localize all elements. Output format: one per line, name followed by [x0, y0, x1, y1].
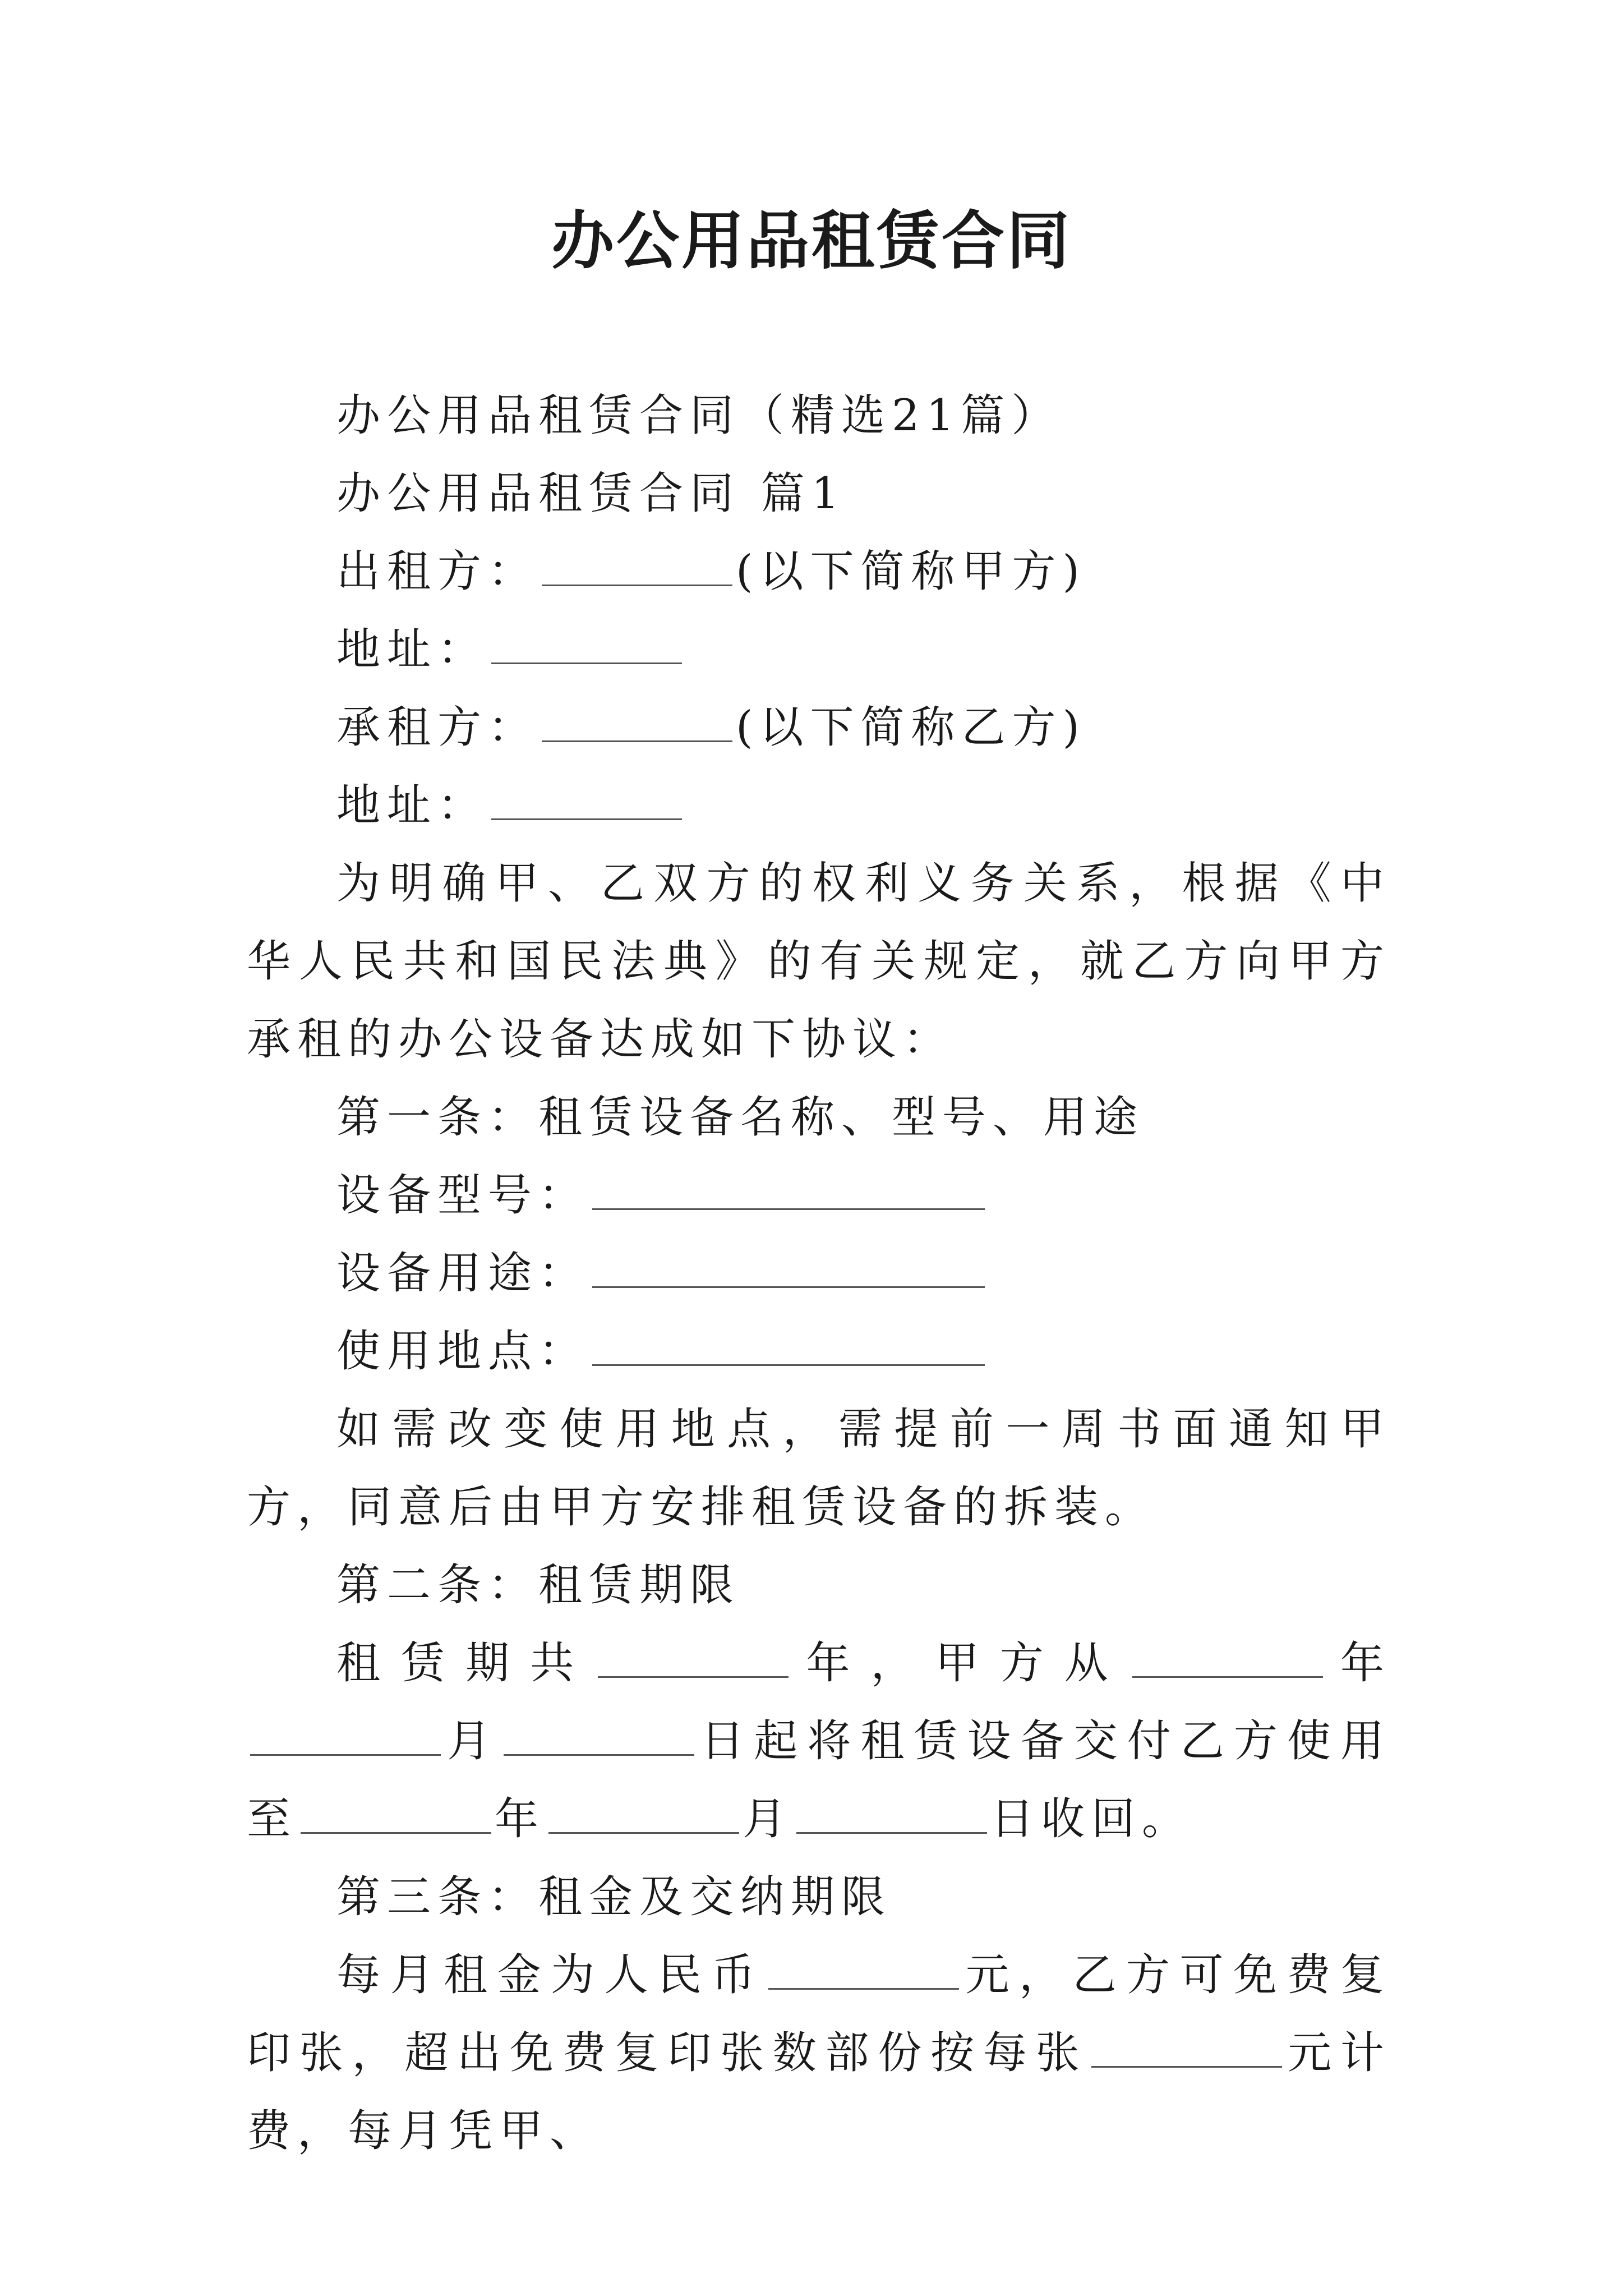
lessor-line: [247, 533, 1391, 611]
model-line: [247, 1157, 1391, 1235]
rent-text-2: 元，乙方可免费复印张，超出免费复印张数部份按每张: [247, 1950, 1391, 2078]
location-change-paragraph: 如需改变使用地点，需提前一周书面通知甲方，同意后由甲方安排租赁设备的拆装。: [247, 1404, 1391, 1533]
usage-label: 设备用途：: [336, 1248, 589, 1299]
period-text-5: 日起将租赁设备交付乙方使用至: [247, 1716, 1391, 1844]
lessee-line: [247, 689, 1391, 767]
period-text-8: 日收回。: [990, 1794, 1193, 1844]
lessor-address-label: 地址：: [336, 624, 488, 675]
lessee-address-blank: [491, 779, 682, 820]
start-month-blank: [250, 1715, 441, 1756]
period-text-6: 年: [495, 1794, 546, 1844]
lessee-address-label: 地址：: [336, 780, 488, 831]
lessee-address-line: [247, 767, 1391, 845]
period-text-1: 租赁期共: [336, 1638, 595, 1688]
article1-heading: 第一条：租赁设备名称、型号、用途: [336, 1092, 1145, 1143]
lessee-label: 承租方：: [336, 702, 539, 753]
usage-blank: [592, 1247, 985, 1288]
end-year-blank: [301, 1793, 491, 1834]
model-blank: [592, 1169, 985, 1210]
period-text-4: 月: [444, 1716, 501, 1766]
lessor-address-line: [247, 611, 1391, 689]
monthly-rent-blank: [768, 1949, 959, 1990]
period-paragraph: [247, 1625, 1391, 1858]
lessor-blank: [542, 545, 732, 586]
rent-text-1: 每月租金为人民币: [336, 1950, 765, 2000]
period-text-2: 年，甲方从: [792, 1638, 1129, 1688]
rent-paragraph: [247, 1936, 1391, 2170]
location-blank: [592, 1325, 985, 1366]
document-body: [247, 377, 1391, 2170]
article2-heading: 第二条：租赁期限: [336, 1560, 741, 1611]
location-line: [247, 1313, 1391, 1391]
lessee-suffix: (以下简称乙方): [736, 702, 1086, 753]
document-subtitle: 办公用品租赁合同（精选21篇）: [336, 390, 1062, 441]
lessor-suffix: (以下简称甲方): [736, 546, 1086, 597]
article3-heading: 第三条：租金及交纳期限: [336, 1872, 892, 1922]
intro-paragraph: 为明确甲、乙双方的权利义务关系，根据《中华人民共和国民法典》的有关规定，就乙方向甲方承租的办公设备达成如下协议：: [247, 858, 1391, 1065]
start-year-blank: [1132, 1637, 1323, 1678]
model-label: 设备型号：: [336, 1170, 589, 1221]
end-month-blank: [548, 1793, 739, 1834]
period-text-7: 月: [743, 1794, 794, 1844]
period-years-blank: [598, 1637, 789, 1678]
location-label: 使用地点：: [336, 1326, 589, 1377]
rent-text-3: 元计费，每月凭甲、: [247, 2028, 1391, 2156]
period-text-3: 年: [1326, 1638, 1391, 1688]
usage-line: [247, 1235, 1391, 1313]
per-copy-fee-blank: [1091, 2027, 1282, 2068]
document-title: 办公用品租赁合同: [551, 204, 1072, 278]
section-heading: 办公用品租赁合同 篇1: [336, 468, 846, 519]
start-day-blank: [504, 1715, 694, 1756]
lessee-blank: [542, 701, 732, 742]
end-day-blank: [796, 1793, 987, 1834]
lessor-label: 出租方：: [336, 546, 539, 597]
lessor-address-blank: [491, 623, 682, 664]
